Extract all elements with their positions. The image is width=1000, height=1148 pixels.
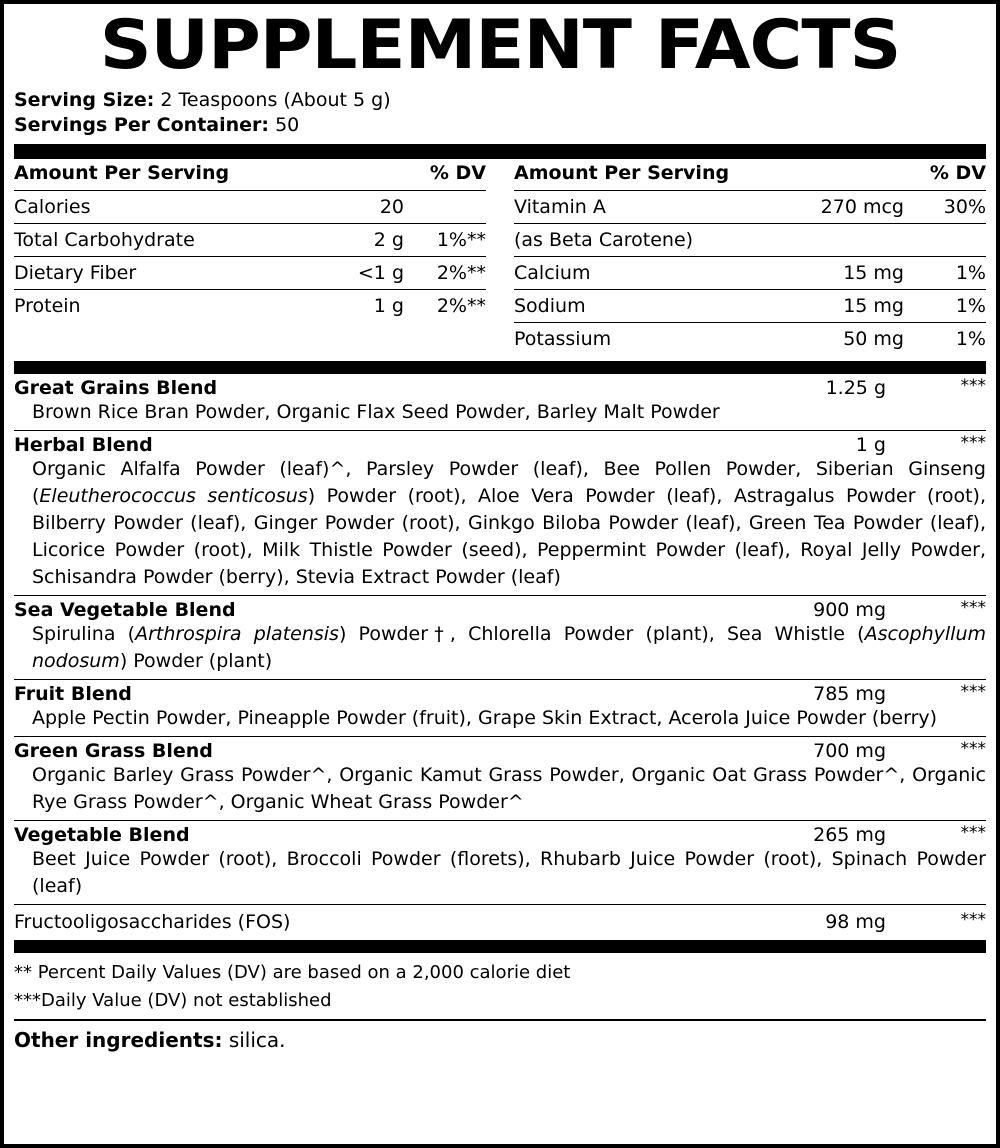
blend-ingredients: Brown Rice Bran Powder, Organic Flax Seed Powder, Barley Malt Powder <box>32 401 720 423</box>
serving-size-value: 2 Teaspoons (About 5 g) <box>160 89 391 111</box>
blend-list <box>14 374 986 940</box>
table-row <box>514 257 986 290</box>
blend-header <box>14 374 986 399</box>
nutrient-amount: <1 g <box>322 257 408 290</box>
nutrient-table-right <box>514 159 986 355</box>
blend-vegetable <box>14 820 986 904</box>
nutrient-amount: 15 mg <box>721 257 908 290</box>
nutrient-amount: 270 mcg <box>721 191 908 224</box>
ingredient-fos <box>14 904 986 940</box>
table-row <box>14 224 486 257</box>
blend-name: Vegetable Blend <box>14 824 190 846</box>
blend-amount: 1.25 g <box>825 377 886 399</box>
blend-green-grass <box>14 736 986 820</box>
nutrient-name: Vitamin A <box>514 191 721 224</box>
blend-name: Great Grains Blend <box>14 377 218 399</box>
servings-per-container-line <box>14 113 986 138</box>
nutrient-name: Protein <box>14 290 322 323</box>
blend-sea-vegetable <box>14 595 986 679</box>
table-header-row-left <box>14 159 486 191</box>
other-ingredients-label: Other ingredients: <box>14 1028 223 1052</box>
nutrient-amount: 15 mg <box>721 290 908 323</box>
table-row <box>14 257 486 290</box>
blend-ingredients: Organic Barley Grass Powder^, Organic Kamut Grass Powder, Organic Oat Grass Powder^, Organic Rye Grass Powder^, Organic Wheat Grass Powder^ <box>32 764 986 813</box>
serving-size-line <box>14 88 986 113</box>
blend-amount: 265 mg <box>813 824 886 846</box>
blend-name: Herbal Blend <box>14 434 153 456</box>
blend-name: Green Grass Blend <box>14 740 213 762</box>
blend-ingredients: Beet Juice Powder (root), Broccoli Powder (florets), Rhubarb Juice Powder (root), Spinach Powder (leaf) <box>32 848 986 897</box>
blend-header <box>14 596 986 621</box>
nutrient-dv: 2%** <box>408 290 486 323</box>
blend-header <box>14 737 986 762</box>
blend-amount: 700 mg <box>813 740 886 762</box>
blend-dv-star: *** <box>960 682 986 702</box>
nutrient-amount: 20 <box>322 191 408 224</box>
dv-header-right: % DV <box>929 162 986 184</box>
blend-header <box>14 680 986 705</box>
blend-dv-star: *** <box>960 376 986 396</box>
blend-ingredients: Spirulina (Arthrospira platensis) Powder†, Chlorella Powder (plant), Sea Whistle (Ascophyllum nodosum) Powder (plant) <box>32 623 986 672</box>
nutrient-name: Calories <box>14 191 322 224</box>
table-row <box>514 290 986 323</box>
servings-per-container-value: 50 <box>275 114 300 136</box>
table-row <box>14 290 486 323</box>
nutrient-dv: 1% <box>908 290 986 323</box>
blend-amount: 785 mg <box>813 683 886 705</box>
nutrient-column-right <box>500 159 986 355</box>
blend-name: Sea Vegetable Blend <box>14 599 236 621</box>
amount-per-serving-header-left: Amount Per Serving <box>14 162 230 184</box>
blend-dv-star: *** <box>960 739 986 759</box>
nutrient-table-left <box>14 159 486 322</box>
nutrient-name: Calcium <box>514 257 721 290</box>
blend-ingredients: Organic Alfalfa Powder (leaf)^, Parsley Powder (leaf), Bee Pollen Powder, Siberian Ginseng (Eleutherococcus senticosus) Powder (root), Aloe Vera Powder (leaf), Astragalus Powder (root), Bilberry Powder (leaf), Ginger Powder (root), Ginkgo Biloba Powder (leaf), Green Tea Powder (leaf), Licorice Powder (root), Milk Thistle Powder (seed), Peppermint Powder (leaf), Royal Jelly Powder, Schisandra Powder (berry), Stevia Extract Powder (leaf) <box>32 458 986 588</box>
blend-amount: 1 g <box>855 434 886 456</box>
dv-header-left: % DV <box>429 162 486 184</box>
amount-per-serving-header-right: Amount Per Serving <box>514 162 730 184</box>
other-ingredients-value: silica. <box>228 1028 286 1052</box>
nutrient-name: Potassium <box>514 323 721 356</box>
divider-thick-middle <box>14 361 986 374</box>
nutrient-amount: 1 g <box>322 290 408 323</box>
divider-thick-top <box>14 144 986 159</box>
table-row <box>514 191 986 224</box>
nutrient-dv: 1%** <box>408 224 486 257</box>
table-row <box>514 323 986 356</box>
table-row-sub <box>514 224 986 257</box>
nutrient-name: Total Carbohydrate <box>14 224 322 257</box>
blend-name: Fruit Blend <box>14 683 132 705</box>
blend-header <box>14 821 986 846</box>
nutrient-dv: 2%** <box>408 257 486 290</box>
ingredient-dv-star: *** <box>960 910 986 930</box>
footnotes <box>14 953 986 1019</box>
nutrient-column-left <box>14 159 500 355</box>
nutrient-amount: 50 mg <box>721 323 908 356</box>
nutrient-dv: 30% <box>908 191 986 224</box>
nutrient-dv: 1% <box>908 257 986 290</box>
nutrient-subnote: (as Beta Carotene) <box>514 224 986 257</box>
nutrient-name: Sodium <box>514 290 721 323</box>
footnote-dv-not-established: ***Daily Value (DV) not established <box>14 990 332 1011</box>
blend-dv-star: *** <box>960 598 986 618</box>
page-title: SUPPLEMENT FACTS <box>99 6 901 85</box>
nutrient-amount: 2 g <box>322 224 408 257</box>
nutrient-dv: 1% <box>908 323 986 356</box>
blend-dv-star: *** <box>960 433 986 453</box>
blend-great-grains <box>14 374 986 430</box>
blend-herbal <box>14 430 986 595</box>
divider-thick-bottom <box>14 940 986 953</box>
ingredient-name: Fructooligosaccharides (FOS) <box>14 911 291 933</box>
nutrient-columns <box>14 159 986 355</box>
blend-amount: 900 mg <box>813 599 886 621</box>
footnote-dv-basis: ** Percent Daily Values (DV) are based on a 2,000 calorie diet <box>14 962 571 983</box>
blend-fruit <box>14 679 986 736</box>
table-header-row-right <box>514 159 986 191</box>
serving-size-label: Serving Size: <box>14 89 155 111</box>
blend-header <box>14 431 986 456</box>
nutrient-dv <box>408 191 486 224</box>
other-ingredients <box>14 1021 986 1053</box>
blend-ingredients: Apple Pectin Powder, Pineapple Powder (fruit), Grape Skin Extract, Acerola Juice Powder (berry) <box>32 707 938 729</box>
blend-dv-star: *** <box>960 823 986 843</box>
table-row <box>14 191 486 224</box>
nutrient-name: Dietary Fiber <box>14 257 322 290</box>
ingredient-amount: 98 mg <box>825 911 886 933</box>
servings-per-container-label: Servings Per Container: <box>14 114 270 136</box>
